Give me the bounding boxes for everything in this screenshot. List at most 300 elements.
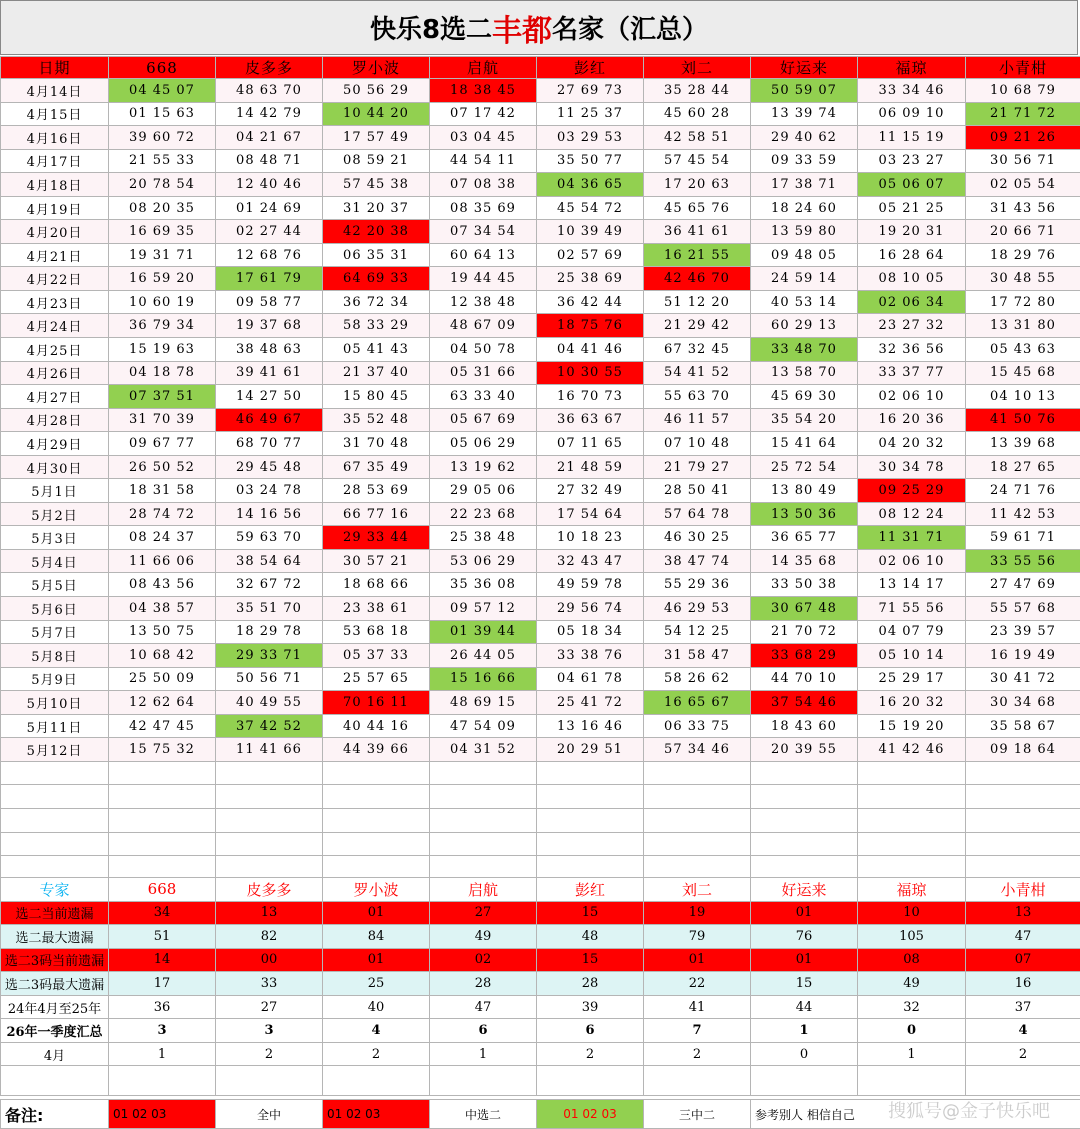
stats-value: 2 [323, 1042, 430, 1066]
pick-cell: 35 50 77 [537, 149, 644, 173]
table-row [1, 667, 1080, 691]
table-row [1, 714, 1080, 738]
stats-header: 罗小波 [323, 878, 430, 902]
blank-cell [1, 761, 109, 785]
pick-cell: 25 38 48 [430, 526, 537, 550]
pick-cell: 27 69 73 [537, 79, 644, 103]
pick-cell: 46 11 57 [644, 408, 751, 432]
pick-cell: 53 06 29 [430, 549, 537, 573]
pick-cell: 38 54 64 [216, 549, 323, 573]
pick-cell: 12 68 76 [216, 243, 323, 267]
stats-value: 08 [858, 948, 966, 972]
stats-value: 25 [323, 972, 430, 996]
pick-cell: 13 14 17 [858, 573, 966, 597]
stats-value: 28 [430, 972, 537, 996]
pick-cell: 30 67 48 [751, 597, 858, 621]
pick-cell: 11 41 66 [216, 738, 323, 762]
date-cell: 4月19日 [1, 196, 109, 220]
column-header: 刘二 [644, 57, 751, 79]
date-cell: 4月28日 [1, 408, 109, 432]
pick-cell: 01 15 63 [109, 102, 216, 126]
stats-value: 32 [858, 995, 966, 1019]
pick-cell: 20 78 54 [109, 173, 216, 197]
pick-cell: 18 38 45 [430, 79, 537, 103]
pick-cell: 38 47 74 [644, 549, 751, 573]
pick-cell: 42 47 45 [109, 714, 216, 738]
date-cell: 5月5日 [1, 573, 109, 597]
blank-cell [644, 856, 751, 880]
title-pre: 快乐8选二 [369, 15, 493, 45]
table-row [1, 102, 1080, 126]
column-header: 福琼 [858, 57, 966, 79]
stats-label: 4月 [1, 1042, 109, 1066]
pick-cell: 16 19 49 [966, 644, 1080, 668]
stats-value: 01 [751, 948, 858, 972]
pick-cell: 40 53 14 [751, 290, 858, 314]
pick-cell: 29 45 48 [216, 455, 323, 479]
stats-value: 01 [644, 948, 751, 972]
pick-cell: 20 66 71 [966, 220, 1080, 244]
pick-cell: 18 75 76 [537, 314, 644, 338]
pick-cell: 55 29 36 [644, 573, 751, 597]
table-row [1, 573, 1080, 597]
pick-cell: 12 62 64 [109, 691, 216, 715]
pick-cell: 30 34 78 [858, 455, 966, 479]
blank-cell [216, 785, 323, 809]
blank-cell [216, 832, 323, 856]
stats-value: 47 [966, 925, 1080, 949]
date-cell: 4月17日 [1, 149, 109, 173]
stats-value: 2 [216, 1042, 323, 1066]
pick-cell: 40 44 16 [323, 714, 430, 738]
stats-header: 668 [109, 878, 216, 902]
stats-label: 26年一季度汇总 [1, 1019, 109, 1043]
blank-cell [323, 808, 430, 832]
pick-cell: 13 50 36 [751, 502, 858, 526]
pick-cell: 07 11 65 [537, 432, 644, 456]
stats-value: 22 [644, 972, 751, 996]
blank-cell [751, 832, 858, 856]
blank-cell [430, 785, 537, 809]
pick-cell: 09 67 77 [109, 432, 216, 456]
pick-cell: 05 31 66 [430, 361, 537, 385]
blank-cell [537, 1066, 644, 1096]
pick-cell: 46 49 67 [216, 408, 323, 432]
stats-row [1, 1019, 1080, 1043]
table-row [1, 502, 1080, 526]
pick-cell: 58 26 62 [644, 667, 751, 691]
date-cell: 5月1日 [1, 479, 109, 503]
stats-value: 36 [109, 995, 216, 1019]
pick-cell: 25 57 65 [323, 667, 430, 691]
pick-cell: 70 16 11 [323, 691, 430, 715]
stats-value: 1 [858, 1042, 966, 1066]
pick-cell: 35 52 48 [323, 408, 430, 432]
date-cell: 5月6日 [1, 597, 109, 621]
pick-cell: 42 46 70 [644, 267, 751, 291]
blank-cell [644, 1066, 751, 1096]
pick-cell: 60 29 13 [751, 314, 858, 338]
date-cell: 4月20日 [1, 220, 109, 244]
pick-cell: 20 29 51 [537, 738, 644, 762]
pick-cell: 04 45 07 [109, 79, 216, 103]
stats-row [1, 972, 1080, 996]
pick-cell: 28 50 41 [644, 479, 751, 503]
pick-cell: 21 79 27 [644, 455, 751, 479]
pick-cell: 25 29 17 [858, 667, 966, 691]
legend-red-sample: 01 02 03 [109, 1100, 216, 1129]
pick-cell: 23 27 32 [858, 314, 966, 338]
blank-row [1, 761, 1080, 785]
pick-cell: 12 40 46 [216, 173, 323, 197]
stats-value: 40 [323, 995, 430, 1019]
stats-value: 15 [751, 972, 858, 996]
pick-cell: 05 43 63 [966, 338, 1080, 362]
stats-value: 44 [751, 995, 858, 1019]
table-row [1, 455, 1080, 479]
pick-cell: 08 35 69 [430, 196, 537, 220]
blank-row [1, 832, 1080, 856]
pick-cell: 30 41 72 [966, 667, 1080, 691]
pick-cell: 30 56 71 [966, 149, 1080, 173]
blank-cell [537, 808, 644, 832]
blank-cell [537, 856, 644, 880]
blank-cell [109, 808, 216, 832]
pick-cell: 47 54 09 [430, 714, 537, 738]
table-row [1, 432, 1080, 456]
pick-cell: 05 10 14 [858, 644, 966, 668]
table-row [1, 79, 1080, 103]
column-header: 小青柑 [966, 57, 1080, 79]
pick-cell: 50 56 71 [216, 667, 323, 691]
pick-cell: 05 21 25 [858, 196, 966, 220]
stats-value: 33 [216, 972, 323, 996]
stats-value: 7 [644, 1019, 751, 1043]
pick-cell: 13 50 75 [109, 620, 216, 644]
stats-label: 选二3码最大遗漏 [1, 972, 109, 996]
pick-cell: 29 40 62 [751, 126, 858, 150]
pick-cell: 51 12 20 [644, 290, 751, 314]
pick-cell: 18 68 66 [323, 573, 430, 597]
pick-cell: 13 19 62 [430, 455, 537, 479]
stats-value: 4 [323, 1019, 430, 1043]
column-header: 好运来 [751, 57, 858, 79]
remarks-note: 参考别人 相信自己 [751, 1100, 1080, 1129]
pick-cell: 07 17 42 [430, 102, 537, 126]
pick-cell: 31 70 39 [109, 408, 216, 432]
blank-cell [430, 1066, 537, 1096]
pick-cell: 15 19 20 [858, 714, 966, 738]
pick-cell: 35 36 08 [430, 573, 537, 597]
stats-row [1, 925, 1080, 949]
blank-cell [323, 832, 430, 856]
table-row [1, 526, 1080, 550]
pick-cell: 33 50 38 [751, 573, 858, 597]
stats-value: 37 [966, 995, 1080, 1019]
pick-cell: 04 20 32 [858, 432, 966, 456]
blank-cell [216, 808, 323, 832]
stats-table [0, 877, 1080, 1096]
pick-cell: 09 57 12 [430, 597, 537, 621]
pick-cell: 30 48 55 [966, 267, 1080, 291]
pick-cell: 46 30 25 [644, 526, 751, 550]
date-cell: 5月3日 [1, 526, 109, 550]
column-header: 罗小波 [323, 57, 430, 79]
pick-cell: 19 20 31 [858, 220, 966, 244]
stats-value: 4 [966, 1019, 1080, 1043]
pick-cell: 05 06 07 [858, 173, 966, 197]
pick-cell: 18 31 58 [109, 479, 216, 503]
blank-cell [109, 1066, 216, 1096]
stats-value: 0 [751, 1042, 858, 1066]
stats-header: 皮多多 [216, 878, 323, 902]
pick-cell: 41 42 46 [858, 738, 966, 762]
stats-value: 79 [644, 925, 751, 949]
stats-header: 小青柑 [966, 878, 1080, 902]
pick-cell: 22 23 68 [430, 502, 537, 526]
pick-cell: 14 27 50 [216, 385, 323, 409]
pick-cell: 03 24 78 [216, 479, 323, 503]
pick-cell: 57 45 54 [644, 149, 751, 173]
pick-cell: 10 44 20 [323, 102, 430, 126]
date-cell: 5月11日 [1, 714, 109, 738]
table-row [1, 126, 1080, 150]
pick-cell: 39 41 61 [216, 361, 323, 385]
pick-cell: 50 56 29 [323, 79, 430, 103]
stats-value: 2 [966, 1042, 1080, 1066]
pick-cell: 07 08 38 [430, 173, 537, 197]
stats-header: 好运来 [751, 878, 858, 902]
pick-cell: 58 33 29 [323, 314, 430, 338]
pick-cell: 09 18 64 [966, 738, 1080, 762]
pick-cell: 08 24 37 [109, 526, 216, 550]
column-header: 启航 [430, 57, 537, 79]
stats-label: 24年4月至25年 [1, 995, 109, 1019]
watermark: 搜狐号@金子快乐吧 [888, 1101, 1050, 1122]
pick-cell: 67 32 45 [644, 338, 751, 362]
pick-cell: 68 70 77 [216, 432, 323, 456]
stats-value: 51 [109, 925, 216, 949]
pick-cell: 07 34 54 [430, 220, 537, 244]
pick-cell: 59 63 70 [216, 526, 323, 550]
pick-cell: 11 31 71 [858, 526, 966, 550]
pick-cell: 09 33 59 [751, 149, 858, 173]
stats-value: 39 [537, 995, 644, 1019]
pick-cell: 18 29 76 [966, 243, 1080, 267]
pick-cell: 24 71 76 [966, 479, 1080, 503]
pick-cell: 38 48 63 [216, 338, 323, 362]
table-row [1, 361, 1080, 385]
pick-cell: 09 58 77 [216, 290, 323, 314]
stats-value: 3 [109, 1019, 216, 1043]
table-row [1, 243, 1080, 267]
pick-cell: 15 45 68 [966, 361, 1080, 385]
date-cell: 4月18日 [1, 173, 109, 197]
stats-header: 刘二 [644, 878, 751, 902]
blank-cell [751, 1066, 858, 1096]
stats-value: 01 [323, 948, 430, 972]
pick-cell: 07 10 48 [644, 432, 751, 456]
column-header: 668 [109, 57, 216, 79]
pick-cell: 13 31 80 [966, 314, 1080, 338]
stats-value: 16 [966, 972, 1080, 996]
date-cell: 4月25日 [1, 338, 109, 362]
pick-cell: 10 68 42 [109, 644, 216, 668]
pick-cell: 32 67 72 [216, 573, 323, 597]
stats-value: 15 [537, 901, 644, 925]
pick-cell: 02 06 10 [858, 549, 966, 573]
stats-value: 6 [537, 1019, 644, 1043]
pick-cell: 57 45 38 [323, 173, 430, 197]
blank-cell [1, 856, 109, 880]
stats-value: 10 [858, 901, 966, 925]
blank-cell [323, 1066, 430, 1096]
blank-cell [751, 761, 858, 785]
pick-cell: 04 18 78 [109, 361, 216, 385]
pick-cell: 67 35 49 [323, 455, 430, 479]
blank-cell [858, 832, 966, 856]
pick-cell: 55 63 70 [644, 385, 751, 409]
pick-cell: 15 19 63 [109, 338, 216, 362]
blank-cell [109, 785, 216, 809]
pick-cell: 59 61 71 [966, 526, 1080, 550]
blank-cell [1, 1066, 109, 1096]
blank-cell [751, 785, 858, 809]
stats-header: 启航 [430, 878, 537, 902]
pick-cell: 27 32 49 [537, 479, 644, 503]
stats-value: 49 [858, 972, 966, 996]
stats-value: 02 [430, 948, 537, 972]
pick-cell: 33 38 76 [537, 644, 644, 668]
blank-cell [216, 856, 323, 880]
stats-value: 13 [216, 901, 323, 925]
blank-cell [644, 808, 751, 832]
pick-cell: 16 69 35 [109, 220, 216, 244]
pick-cell: 05 06 29 [430, 432, 537, 456]
blank-cell [644, 832, 751, 856]
pick-cell: 48 69 15 [430, 691, 537, 715]
pick-cell: 16 21 55 [644, 243, 751, 267]
pick-cell: 16 20 36 [858, 408, 966, 432]
pick-cell: 45 54 72 [537, 196, 644, 220]
pick-cell: 48 63 70 [216, 79, 323, 103]
pick-cell: 16 20 32 [858, 691, 966, 715]
pick-cell: 13 58 70 [751, 361, 858, 385]
stats-header: 福琼 [858, 878, 966, 902]
pick-cell: 33 37 77 [858, 361, 966, 385]
table-row [1, 267, 1080, 291]
pick-cell: 25 50 09 [109, 667, 216, 691]
table-row [1, 385, 1080, 409]
pick-cell: 32 43 47 [537, 549, 644, 573]
pick-cell: 06 09 10 [858, 102, 966, 126]
stats-label: 选二当前遗漏 [1, 901, 109, 925]
pick-cell: 13 59 80 [751, 220, 858, 244]
pick-cell: 04 61 78 [537, 667, 644, 691]
pick-cell: 23 39 57 [966, 620, 1080, 644]
title-highlight: 丰都 [492, 13, 553, 49]
pick-cell: 08 43 56 [109, 573, 216, 597]
pick-cell: 53 68 18 [323, 620, 430, 644]
pick-cell: 17 72 80 [966, 290, 1080, 314]
pick-cell: 10 18 23 [537, 526, 644, 550]
pick-cell: 16 59 20 [109, 267, 216, 291]
stats-value: 13 [966, 901, 1080, 925]
blank-cell [858, 856, 966, 880]
pick-cell: 09 48 05 [751, 243, 858, 267]
blank-cell [430, 761, 537, 785]
pick-cell: 18 27 65 [966, 455, 1080, 479]
pick-cell: 06 33 75 [644, 714, 751, 738]
stats-value: 00 [216, 948, 323, 972]
pick-cell: 39 60 72 [109, 126, 216, 150]
pick-cell: 33 55 56 [966, 549, 1080, 573]
pick-cell: 04 31 52 [430, 738, 537, 762]
pick-cell: 30 34 68 [966, 691, 1080, 715]
pick-cell: 44 70 10 [751, 667, 858, 691]
stats-header-row [1, 878, 1080, 902]
pick-cell: 13 80 49 [751, 479, 858, 503]
blank-cell [216, 1066, 323, 1096]
pick-cell: 21 29 42 [644, 314, 751, 338]
blank-cell [537, 785, 644, 809]
blank-row [1, 856, 1080, 880]
pick-cell: 09 25 29 [858, 479, 966, 503]
pick-cell: 16 65 67 [644, 691, 751, 715]
table-row [1, 220, 1080, 244]
legend-green-meaning: 三中二 [644, 1100, 751, 1129]
pick-cell: 06 35 31 [323, 243, 430, 267]
stats-value: 07 [966, 948, 1080, 972]
stats-value: 1 [109, 1042, 216, 1066]
pick-cell: 01 39 44 [430, 620, 537, 644]
header-row [1, 57, 1080, 79]
pick-cell: 04 10 13 [966, 385, 1080, 409]
blank-cell [644, 785, 751, 809]
blank-cell [966, 808, 1080, 832]
pick-cell: 17 20 63 [644, 173, 751, 197]
pick-cell: 33 48 70 [751, 338, 858, 362]
stats-label: 选二3码当前遗漏 [1, 948, 109, 972]
pick-cell: 21 71 72 [966, 102, 1080, 126]
pick-cell: 25 72 54 [751, 455, 858, 479]
pick-cell: 21 48 59 [537, 455, 644, 479]
blank-cell [323, 856, 430, 880]
stats-value: 76 [751, 925, 858, 949]
pick-cell: 36 42 44 [537, 290, 644, 314]
pick-cell: 42 58 51 [644, 126, 751, 150]
column-header: 日期 [1, 57, 109, 79]
pick-cell: 54 12 25 [644, 620, 751, 644]
pick-cell: 07 37 51 [109, 385, 216, 409]
pick-cell: 04 21 67 [216, 126, 323, 150]
pick-cell: 31 58 47 [644, 644, 751, 668]
pick-cell: 26 50 52 [109, 455, 216, 479]
pick-cell: 04 07 79 [858, 620, 966, 644]
date-cell: 4月23日 [1, 290, 109, 314]
blank-cell [858, 761, 966, 785]
blank-cell [751, 856, 858, 880]
pick-cell: 12 38 48 [430, 290, 537, 314]
stats-value: 01 [323, 901, 430, 925]
table-row [1, 597, 1080, 621]
pick-cell: 02 27 44 [216, 220, 323, 244]
pick-cell: 13 39 68 [966, 432, 1080, 456]
pick-cell: 54 41 52 [644, 361, 751, 385]
title-post: 名家（汇总） [552, 15, 709, 45]
date-cell: 5月2日 [1, 502, 109, 526]
blank-cell [537, 832, 644, 856]
